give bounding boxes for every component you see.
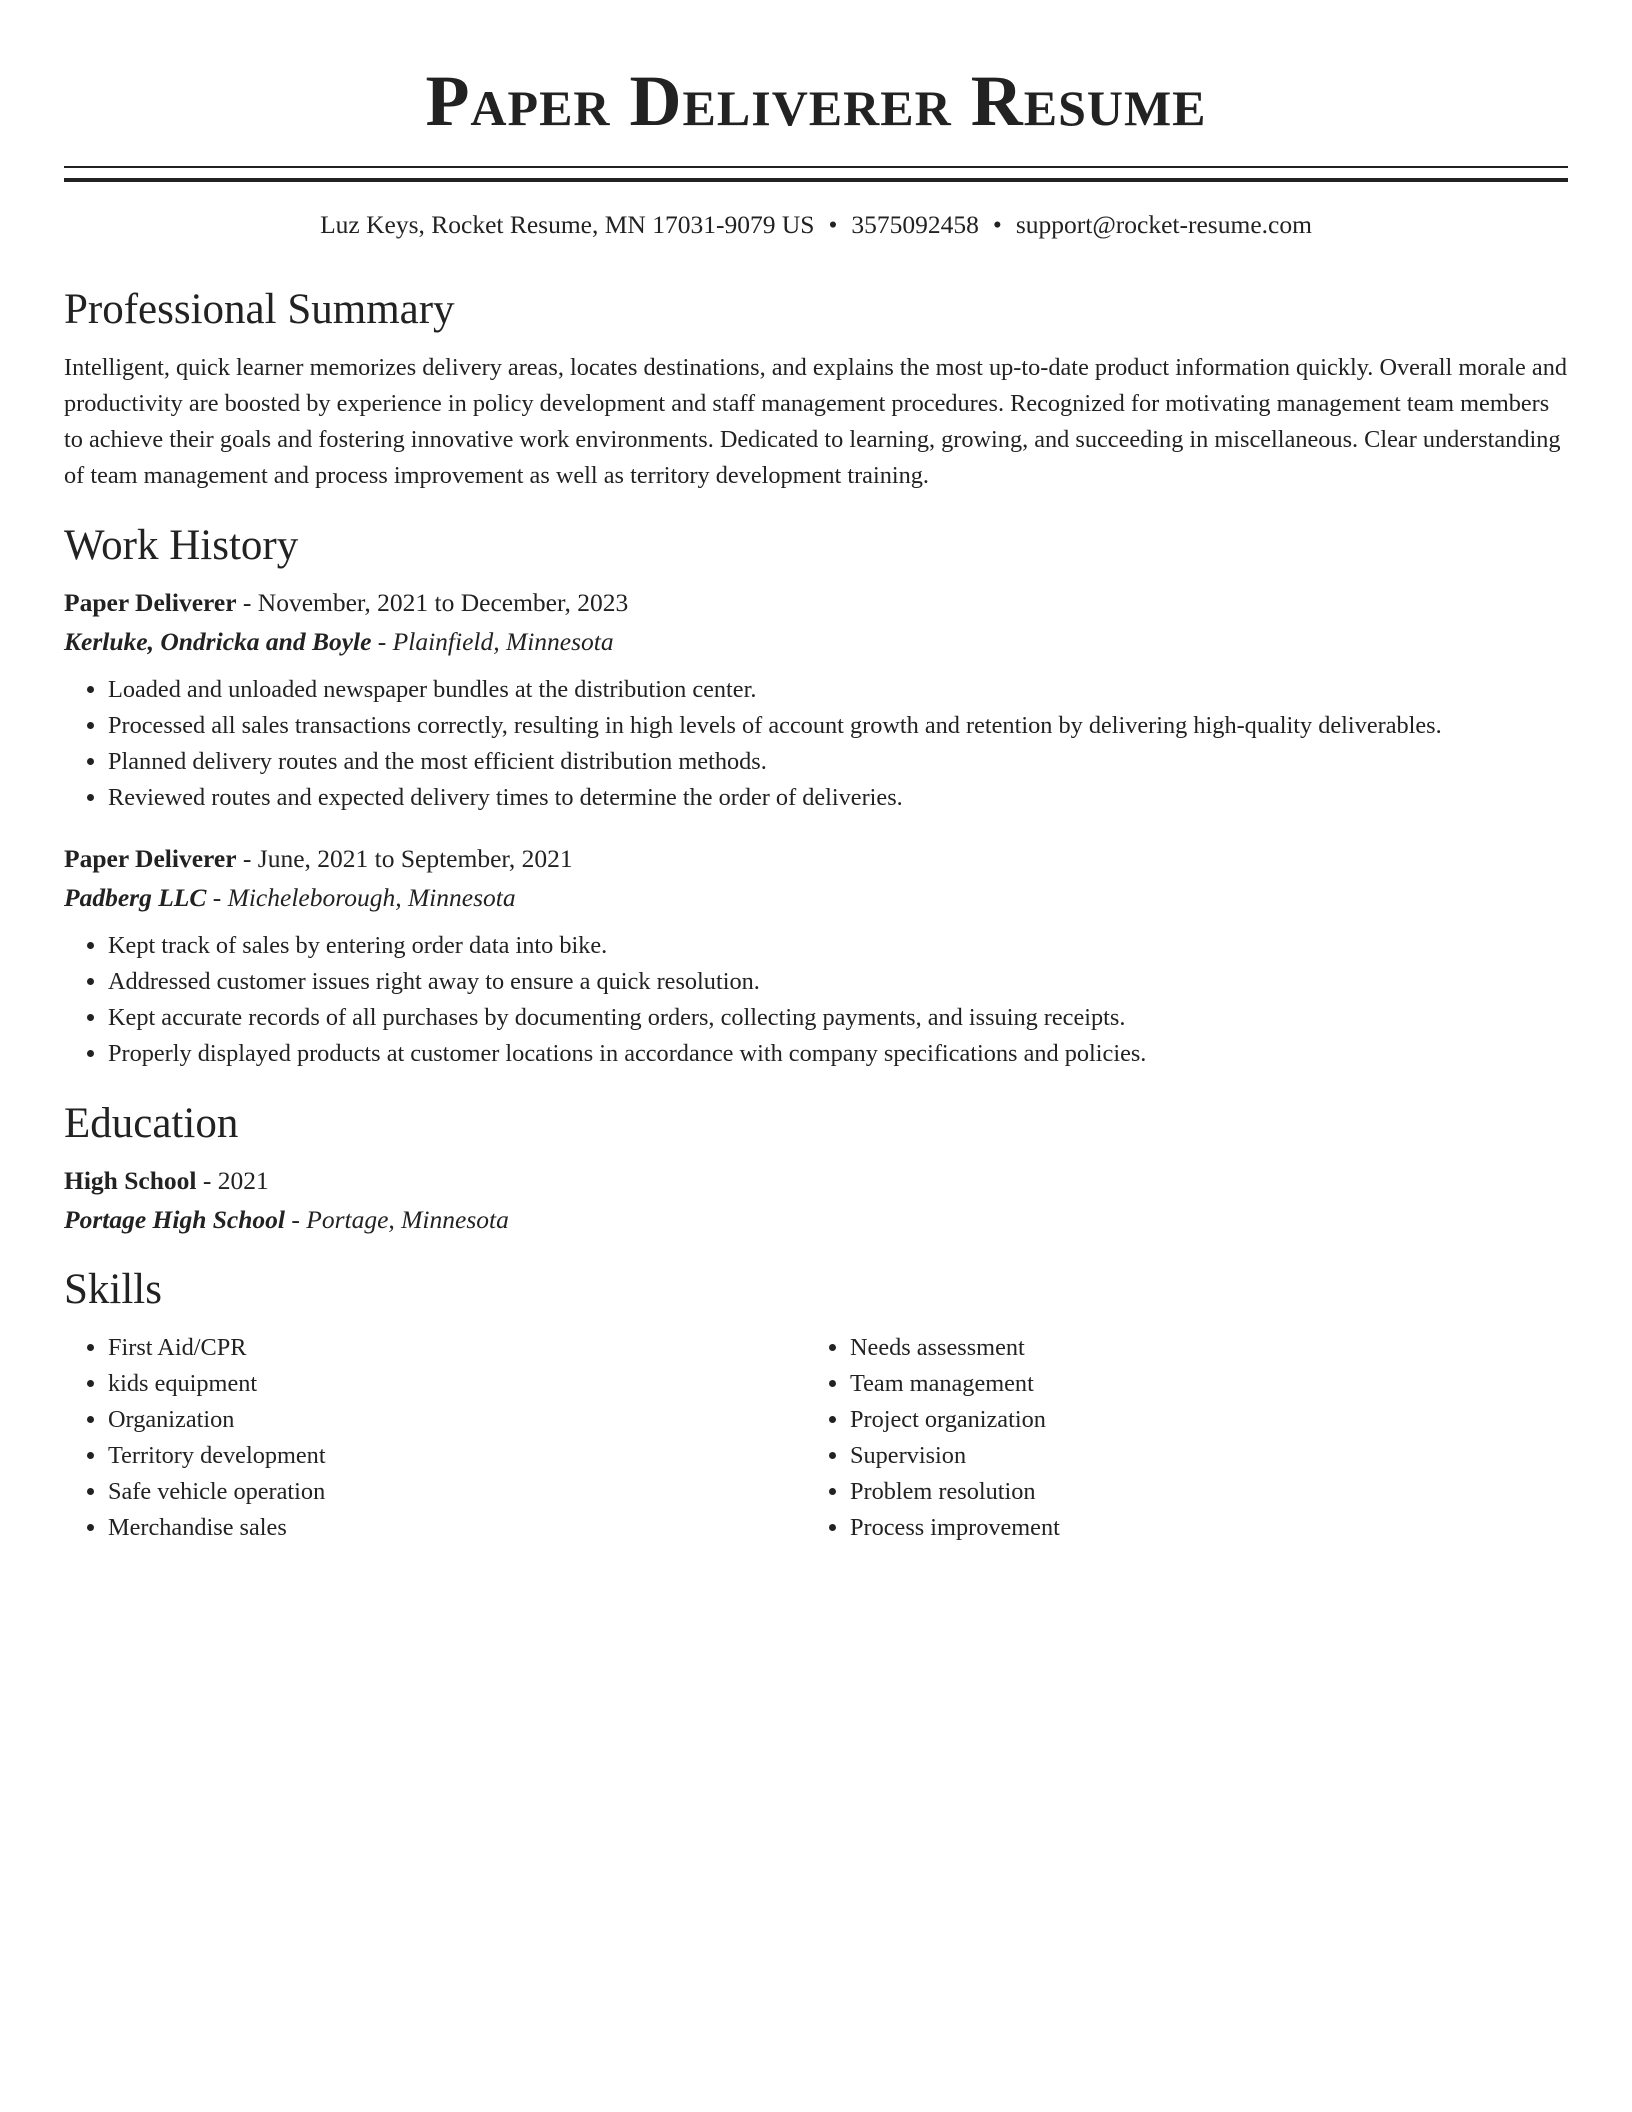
skills-column-right	[806, 1330, 1548, 1546]
job-company: Kerluke, Ondricka and Boyle	[64, 627, 372, 656]
resume-title: Paper Deliverer Resume	[425, 61, 1207, 141]
job-company-line	[64, 878, 1568, 918]
contact-separator: •	[828, 210, 838, 239]
skill-item: • Merchandise sales	[108, 1510, 806, 1546]
job-bullet: • Kept accurate records of all purchases by documenting orders, collecting payments, and issuing receipts.	[108, 1000, 1568, 1036]
education-year: - 2021	[196, 1166, 269, 1195]
skill-item: • Supervision	[850, 1438, 1548, 1474]
job-dates: - November, 2021 to December, 2023	[236, 588, 629, 617]
contact-address: Luz Keys, Rocket Resume, MN 17031-9079 US	[320, 210, 815, 239]
education-degree-line	[64, 1162, 1568, 1200]
skill-item: • Project organization	[850, 1402, 1548, 1438]
contact-line	[64, 208, 1568, 242]
contact-phone: 3575092458	[851, 210, 979, 239]
contact-separator: •	[992, 210, 1002, 239]
skills-heading: Skills	[64, 1266, 162, 1313]
education-entry	[64, 1162, 1568, 1240]
summary-heading: Professional Summary	[64, 286, 455, 333]
skill-item: • First Aid/CPR	[108, 1330, 806, 1366]
job-entry	[64, 840, 1568, 1072]
job-bullets	[64, 928, 1568, 1072]
skill-item: • Problem resolution	[850, 1474, 1548, 1510]
skills-grid	[64, 1330, 1568, 1546]
job-company-line	[64, 622, 1568, 662]
contact-email: support@rocket-resume.com	[1015, 210, 1312, 239]
work-history-heading: Work History	[64, 522, 299, 569]
job-title: Paper Deliverer	[64, 844, 237, 873]
summary-text: Intelligent, quick learner memorizes delivery areas, locates destinations, and explains the most up-to-date product information quickly. Overall morale and productivity are boosted by experience in policy development and staff management procedures. Recognized for motivating management team members to achieve their goals and fostering innovative work environments. Dedicated to learning, growing, and succeeding in miscellaneous. Clear understanding of team management and process improvement as well as territory development training.	[64, 354, 1567, 489]
job-dates: - June, 2021 to September, 2021	[236, 844, 573, 873]
education-school-line	[64, 1200, 1568, 1240]
skill-item: • Process improvement	[850, 1510, 1548, 1546]
job-title: Paper Deliverer	[64, 588, 237, 617]
skill-item: • kids equipment	[108, 1366, 806, 1402]
job-bullet: • Addressed customer issues right away to ensure a quick resolution.	[108, 964, 1568, 1000]
work-history-section	[64, 520, 1568, 1072]
job-bullet: • Kept track of sales by entering order data into bike.	[108, 928, 1568, 964]
title-divider	[64, 166, 1568, 182]
summary-section	[64, 284, 1568, 494]
job-bullets	[64, 672, 1568, 816]
job-bullet: • Loaded and unloaded newspaper bundles at the distribution center.	[108, 672, 1568, 708]
skills-section	[64, 1264, 1568, 1546]
skill-item: • Organization	[108, 1402, 806, 1438]
skill-item: • Needs assessment	[850, 1330, 1548, 1366]
education-location: - Portage, Minnesota	[285, 1205, 509, 1234]
skill-item: • Team management	[850, 1366, 1548, 1402]
education-section	[64, 1098, 1568, 1240]
job-title-line	[64, 840, 1568, 878]
job-company: Padberg LLC	[64, 883, 207, 912]
job-bullet: • Reviewed routes and expected delivery times to determine the order of deliveries.	[108, 780, 1568, 816]
education-degree: High School	[64, 1166, 197, 1195]
skill-item: • Safe vehicle operation	[108, 1474, 806, 1510]
job-location: - Micheleborough, Minnesota	[206, 883, 516, 912]
education-heading: Education	[64, 1100, 239, 1147]
job-title-line	[64, 584, 1568, 622]
job-location: - Plainfield, Minnesota	[371, 627, 614, 656]
skill-item: • Territory development	[108, 1438, 806, 1474]
job-entry	[64, 584, 1568, 816]
job-bullet: • Planned delivery routes and the most efficient distribution methods.	[108, 744, 1568, 780]
job-bullet: • Properly displayed products at customer locations in accordance with company specifications and policies.	[108, 1036, 1568, 1072]
education-school: Portage High School	[64, 1205, 286, 1234]
job-bullet: • Processed all sales transactions correctly, resulting in high levels of account growth and retention by delivering high-quality deliverables.	[108, 708, 1568, 744]
skills-column-left	[64, 1330, 806, 1546]
